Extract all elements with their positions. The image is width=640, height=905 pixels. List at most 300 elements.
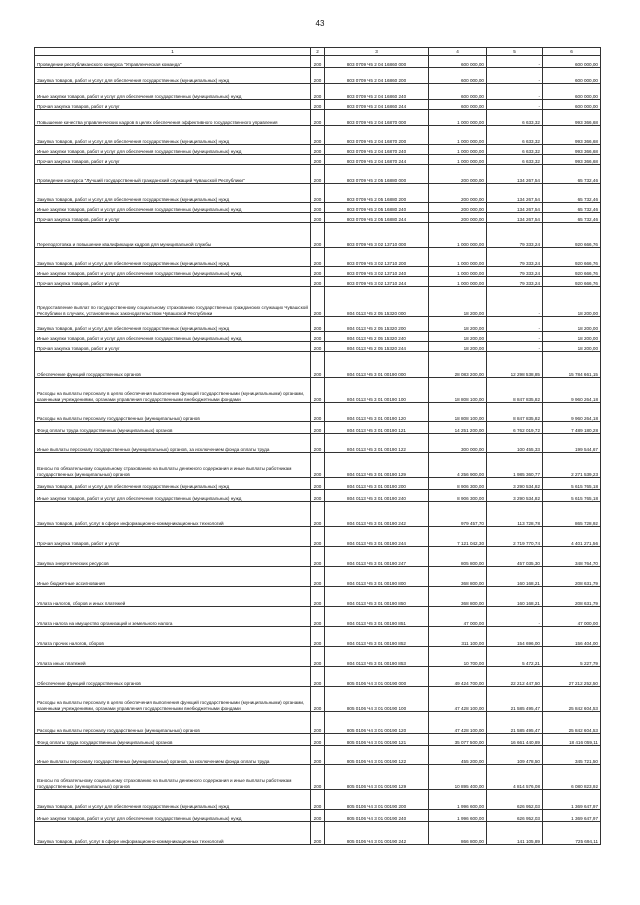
row-name: Закупка товаров, работ и услуг для обеспечения государственных (муниципальных) нужд	[35, 478, 311, 490]
row-line-code: 200	[311, 527, 325, 547]
table-row	[35, 165, 601, 184]
row-name: Проведение республиканского конкурса "Управленческая команда"	[35, 56, 311, 68]
row-budget-code: 804 0113 Ч5 3 01 00190 100	[325, 378, 429, 403]
table-row	[35, 277, 601, 287]
table-row	[35, 765, 601, 790]
row-approved-amount: 1 000 000,00	[429, 155, 487, 165]
row-unexecuted-amount: 6 080 823,92	[543, 765, 601, 790]
row-unexecuted-amount: 600 000,00	[543, 84, 601, 100]
row-budget-code: 805 0106 Ч4 3 01 00190 122	[325, 746, 429, 765]
table-row	[35, 687, 601, 712]
row-line-code: 200	[311, 145, 325, 155]
table-row	[35, 317, 601, 332]
row-executed-amount: 134 267,54	[487, 213, 543, 223]
row-approved-amount: 600 000,00	[429, 84, 487, 100]
row-name: Обеспечение функций государственных органов	[35, 667, 311, 687]
row-name: Прочая закупка товаров, работ и услуг	[35, 155, 311, 165]
row-line-code: 200	[311, 277, 325, 287]
row-approved-amount: 10 700,00	[429, 647, 487, 667]
row-executed-amount: -	[487, 287, 543, 317]
row-budget-code: 805 0106 Ч4 3 01 00190 240	[325, 810, 429, 822]
row-executed-amount: 79 333,24	[487, 277, 543, 287]
row-name: Уплата иных платежей	[35, 647, 311, 667]
row-name: Прочая закупка товаров, работ и услуг	[35, 342, 311, 352]
table-row	[35, 403, 601, 422]
table-row	[35, 184, 601, 203]
table-row	[35, 667, 601, 687]
row-line-code: 200	[311, 287, 325, 317]
row-budget-code: 804 0113 Ч5 2 05 15320 240	[325, 332, 429, 342]
row-budget-code: 804 0113 Ч5 2 05 15320 244	[325, 342, 429, 352]
row-line-code: 200	[311, 248, 325, 267]
row-budget-code: 805 0106 Ч4 3 01 00190 121	[325, 734, 429, 746]
row-unexecuted-amount: 7 489 180,28	[543, 422, 601, 434]
row-executed-amount: 79 333,24	[487, 248, 543, 267]
table-row	[35, 746, 601, 765]
row-name: Расходы на выплаты персоналу государственных (муниципальных) органов	[35, 712, 311, 734]
row-approved-amount: 979 457,70	[429, 502, 487, 527]
row-unexecuted-amount: 920 666,76	[543, 267, 601, 277]
row-executed-amount: 457 035,30	[487, 547, 543, 567]
row-name: Расходы на выплаты персоналу в целях обеспечения выполнения функций государственными (муниципальными) органами, казенными учреждениями, органами управления государственными внебюджетными фондами	[35, 687, 311, 712]
row-budget-code: 805 0106 Ч4 3 01 00190 120	[325, 712, 429, 734]
row-name: Расходы на выплаты персоналу в целях обеспечения выполнения функций государственными (муниципальными) органами, казенными учреждениями, органами управления государственными внебюджетными фондами	[35, 378, 311, 403]
row-approved-amount: 1 000 000,00	[429, 223, 487, 248]
row-executed-amount: -	[487, 84, 543, 100]
row-line-code: 200	[311, 68, 325, 84]
row-line-code: 200	[311, 765, 325, 790]
row-budget-code: 803 0709 Ч5 2 04 16870 240	[325, 145, 429, 155]
row-executed-amount: 6 633,32	[487, 145, 543, 155]
row-name: Уплата налогов, сборов и иных платежей	[35, 587, 311, 607]
row-name: Иные выплаты персоналу государственных (муниципальных) органов, за исключением фонда оплаты труда	[35, 746, 311, 765]
row-name: Иные выплаты персоналу государственных (муниципальных) органов, за исключением фонда оплаты труда	[35, 434, 311, 453]
row-approved-amount: 368 800,00	[429, 567, 487, 587]
row-line-code: 200	[311, 434, 325, 453]
header-col-3: 3	[325, 48, 429, 56]
row-line-code: 200	[311, 165, 325, 184]
header-row	[35, 48, 601, 56]
row-budget-code: 803 0709 Ч5 2 05 16880 200	[325, 184, 429, 203]
row-budget-code: 804 0113 Ч5 3 01 00190 852	[325, 627, 429, 647]
row-executed-amount: -	[487, 56, 543, 68]
row-line-code: 200	[311, 332, 325, 342]
table-row	[35, 734, 601, 746]
header-col-1: 1	[35, 48, 311, 56]
row-executed-amount: -	[487, 100, 543, 110]
table-row	[35, 56, 601, 68]
row-line-code: 200	[311, 352, 325, 378]
row-name: Закупка товаров, работ и услуг для обеспечения государственных (муниципальных) нужд	[35, 126, 311, 145]
row-name: Закупка товаров, работ, услуг в сфере информационно-коммуникационных технологий	[35, 822, 311, 845]
row-budget-code: 803 0709 Ч5 2 04 16860 000	[325, 56, 429, 68]
row-name: Фонд оплаты труда государственных (муниципальных) органов	[35, 734, 311, 746]
table-row	[35, 145, 601, 155]
table-row	[35, 822, 601, 845]
row-unexecuted-amount: 4 401 271,56	[543, 527, 601, 547]
row-line-code: 200	[311, 790, 325, 810]
row-line-code: 200	[311, 100, 325, 110]
row-approved-amount: 805 800,00	[429, 547, 487, 567]
row-executed-amount: 113 728,78	[487, 502, 543, 527]
row-unexecuted-amount: 920 666,76	[543, 277, 601, 287]
row-line-code: 200	[311, 687, 325, 712]
row-executed-amount: 626 952,03	[487, 790, 543, 810]
table-row	[35, 422, 601, 434]
row-name: Проведение конкурса "Лучший государственный гражданский служащий Чувашской Республики"	[35, 165, 311, 184]
table-row	[35, 478, 601, 490]
table-row	[35, 68, 601, 84]
row-executed-amount: 1 985 360,77	[487, 453, 543, 478]
table-row	[35, 352, 601, 378]
row-unexecuted-amount: 993 366,68	[543, 126, 601, 145]
row-name: Переподготовка и повышение квалификации кадров для муниципальной службы	[35, 223, 311, 248]
row-line-code: 200	[311, 84, 325, 100]
row-approved-amount: 300 000,00	[429, 434, 487, 453]
table-row	[35, 213, 601, 223]
row-unexecuted-amount: 65 732,46	[543, 184, 601, 203]
row-name: Иные закупки товаров, работ и услуг для обеспечения государственных (муниципальных) нужд	[35, 810, 311, 822]
row-line-code: 200	[311, 822, 325, 845]
row-executed-amount: 109 478,50	[487, 746, 543, 765]
row-unexecuted-amount: 993 366,68	[543, 155, 601, 165]
table-row	[35, 223, 601, 248]
row-unexecuted-amount: 9 960 264,18	[543, 378, 601, 403]
row-line-code: 200	[311, 490, 325, 502]
row-unexecuted-amount: 2 271 539,23	[543, 453, 601, 478]
row-approved-amount: 10 895 400,00	[429, 765, 487, 790]
row-approved-amount: 47 428 100,00	[429, 687, 487, 712]
row-executed-amount: 79 333,24	[487, 267, 543, 277]
row-approved-amount: 8 906 300,00	[429, 478, 487, 490]
row-unexecuted-amount: 920 666,76	[543, 223, 601, 248]
table-row	[35, 567, 601, 587]
table-row	[35, 434, 601, 453]
row-unexecuted-amount: 25 842 604,53	[543, 687, 601, 712]
table-row	[35, 810, 601, 822]
row-budget-code: 803 0709 Ч5 2 04 16870 200	[325, 126, 429, 145]
row-line-code: 200	[311, 712, 325, 734]
row-executed-amount: 12 298 538,85	[487, 352, 543, 378]
row-unexecuted-amount: 600 000,00	[543, 56, 601, 68]
row-line-code: 200	[311, 267, 325, 277]
row-approved-amount: 368 800,00	[429, 587, 487, 607]
row-budget-code: 804 0113 Ч5 2 05 15320 200	[325, 317, 429, 332]
row-unexecuted-amount: 25 842 604,53	[543, 712, 601, 734]
row-approved-amount: 311 100,00	[429, 627, 487, 647]
row-approved-amount: 1 996 600,00	[429, 790, 487, 810]
row-line-code: 200	[311, 378, 325, 403]
row-unexecuted-amount: 5 227,79	[543, 647, 601, 667]
row-name: Иные закупки товаров, работ и услуг для обеспечения государственных (муниципальных) нужд	[35, 84, 311, 100]
row-executed-amount: 141 105,89	[487, 822, 543, 845]
row-budget-code: 803 0709 Ч5 2 04 16870 000	[325, 110, 429, 126]
row-approved-amount: 1 000 000,00	[429, 110, 487, 126]
table-row	[35, 84, 601, 100]
row-executed-amount: 22 212 447,50	[487, 667, 543, 687]
row-name: Расходы на выплаты персоналу государственных (муниципальных) органов	[35, 403, 311, 422]
row-executed-amount: 134 267,54	[487, 184, 543, 203]
report-table	[34, 47, 601, 845]
row-executed-amount: 4 814 576,08	[487, 765, 543, 790]
row-executed-amount: 21 585 495,47	[487, 687, 543, 712]
row-budget-code: 804 0113 Ч5 3 01 00190 121	[325, 422, 429, 434]
row-approved-amount: 200 000,00	[429, 213, 487, 223]
table-row	[35, 287, 601, 317]
row-line-code: 200	[311, 734, 325, 746]
row-name: Прочая закупка товаров, работ и услуг	[35, 527, 311, 547]
row-line-code: 200	[311, 403, 325, 422]
row-name: Закупка товаров, работ, услуг в сфере информационно-коммуникационных технологий	[35, 502, 311, 527]
row-budget-code: 804 0113 Ч5 3 01 00190 247	[325, 547, 429, 567]
row-executed-amount: -	[487, 68, 543, 84]
row-unexecuted-amount: 865 728,92	[543, 502, 601, 527]
row-budget-code: 803 0709 Ч5 2 04 16860 244	[325, 100, 429, 110]
row-executed-amount: 3 290 534,82	[487, 490, 543, 502]
row-executed-amount: 160 168,21	[487, 587, 543, 607]
row-name: Повышение качества управленческих кадров в целях обеспечения эффективного государственного управления	[35, 110, 311, 126]
row-unexecuted-amount: 65 732,46	[543, 203, 601, 213]
row-budget-code: 803 0709 Ч5 2 05 16880 244	[325, 213, 429, 223]
row-executed-amount: -	[487, 332, 543, 342]
row-line-code: 200	[311, 502, 325, 527]
row-approved-amount: 455 200,00	[429, 746, 487, 765]
row-unexecuted-amount: 199 544,67	[543, 434, 601, 453]
row-line-code: 200	[311, 213, 325, 223]
table-row	[35, 248, 601, 267]
row-executed-amount: 6 633,32	[487, 155, 543, 165]
row-budget-code: 804 0113 Ч5 3 01 00190 850	[325, 587, 429, 607]
row-executed-amount: 100 455,33	[487, 434, 543, 453]
row-line-code: 200	[311, 317, 325, 332]
row-approved-amount: 1 000 000,00	[429, 248, 487, 267]
row-budget-code: 803 0709 Ч5 3 02 13710 240	[325, 267, 429, 277]
table-row	[35, 332, 601, 342]
row-unexecuted-amount: 993 366,68	[543, 145, 601, 155]
row-approved-amount: 1 000 000,00	[429, 126, 487, 145]
row-line-code: 200	[311, 155, 325, 165]
row-approved-amount: 28 083 200,00	[429, 352, 487, 378]
row-approved-amount: 600 000,00	[429, 56, 487, 68]
row-approved-amount: 200 000,00	[429, 184, 487, 203]
row-unexecuted-amount: 600 000,00	[543, 100, 601, 110]
row-unexecuted-amount: 348 764,70	[543, 547, 601, 567]
row-budget-code: 804 0113 Ч5 3 01 00190 242	[325, 502, 429, 527]
row-executed-amount: 134 267,54	[487, 165, 543, 184]
row-line-code: 200	[311, 453, 325, 478]
row-executed-amount: 3 290 534,82	[487, 478, 543, 490]
table-row	[35, 490, 601, 502]
row-line-code: 200	[311, 422, 325, 434]
row-approved-amount: 47 428 100,00	[429, 712, 487, 734]
row-budget-code: 803 0709 Ч5 2 04 16860 200	[325, 68, 429, 84]
row-name: Прочая закупка товаров, работ и услуг	[35, 213, 311, 223]
row-approved-amount: 4 256 900,00	[429, 453, 487, 478]
row-budget-code: 803 0709 Ч5 2 04 16860 240	[325, 84, 429, 100]
row-unexecuted-amount: 725 694,11	[543, 822, 601, 845]
table-row	[35, 712, 601, 734]
row-executed-amount: 2 719 770,74	[487, 527, 543, 547]
row-executed-amount: 21 585 495,47	[487, 712, 543, 734]
row-budget-code: 803 0709 Ч5 2 04 16870 244	[325, 155, 429, 165]
row-approved-amount: 18 200,00	[429, 342, 487, 352]
row-budget-code: 805 0106 Ч4 3 01 00190 129	[325, 765, 429, 790]
row-approved-amount: 18 808 100,00	[429, 403, 487, 422]
row-approved-amount: 18 200,00	[429, 332, 487, 342]
row-approved-amount: 14 251 200,00	[429, 422, 487, 434]
row-line-code: 200	[311, 478, 325, 490]
row-approved-amount: 1 000 000,00	[429, 267, 487, 277]
row-executed-amount: -	[487, 317, 543, 332]
row-approved-amount: 1 000 000,00	[429, 277, 487, 287]
row-name: Предоставление выплат по государственному социальному страхованию государственных гражданских служащих Чувашской Республики в случаях, установленных законодательством Чувашской Республики	[35, 287, 311, 317]
table-row	[35, 647, 601, 667]
row-approved-amount: 18 808 100,00	[429, 378, 487, 403]
row-name: Иные бюджетные ассигнования	[35, 567, 311, 587]
row-line-code: 200	[311, 342, 325, 352]
table-row	[35, 607, 601, 627]
row-executed-amount: 134 267,54	[487, 203, 543, 213]
row-name: Закупка энергетических ресурсов	[35, 547, 311, 567]
row-approved-amount: 600 000,00	[429, 68, 487, 84]
row-approved-amount: 200 000,00	[429, 203, 487, 213]
row-approved-amount: 18 200,00	[429, 317, 487, 332]
row-budget-code: 804 0113 Ч5 3 01 00190 244	[325, 527, 429, 547]
row-name: Прочая закупка товаров, работ и услуг	[35, 100, 311, 110]
row-unexecuted-amount: 993 366,68	[543, 110, 601, 126]
row-approved-amount: 866 800,00	[429, 822, 487, 845]
row-executed-amount: 6 633,32	[487, 110, 543, 126]
row-budget-code: 803 0709 Ч5 3 02 13710 000	[325, 223, 429, 248]
table-row	[35, 627, 601, 647]
row-budget-code: 804 0113 Ч5 3 01 00190 240	[325, 490, 429, 502]
row-budget-code: 803 0709 Ч5 2 05 16880 000	[325, 165, 429, 184]
table-row	[35, 790, 601, 810]
row-budget-code: 803 0709 Ч5 3 02 13710 244	[325, 277, 429, 287]
row-name: Закупка товаров, работ и услуг для обеспечения государственных (муниципальных) нужд	[35, 184, 311, 203]
row-line-code: 200	[311, 587, 325, 607]
row-budget-code: 805 0106 Ч4 3 01 00190 100	[325, 687, 429, 712]
table-row	[35, 547, 601, 567]
row-line-code: 200	[311, 184, 325, 203]
row-line-code: 200	[311, 223, 325, 248]
row-line-code: 200	[311, 667, 325, 687]
row-approved-amount: 35 077 500,00	[429, 734, 487, 746]
row-budget-code: 805 0106 Ч4 3 01 00190 242	[325, 822, 429, 845]
row-budget-code: 804 0113 Ч5 3 01 00190 000	[325, 352, 429, 378]
row-executed-amount: -	[487, 342, 543, 352]
row-unexecuted-amount: 65 732,46	[543, 165, 601, 184]
row-executed-amount: 626 952,03	[487, 810, 543, 822]
row-name: Закупка товаров, работ и услуг для обеспечения государственных (муниципальных) нужд	[35, 790, 311, 810]
row-name: Уплата налога на имущество организаций и земельного налога	[35, 607, 311, 627]
table-row	[35, 342, 601, 352]
row-budget-code: 804 0113 Ч5 3 01 00190 853	[325, 647, 429, 667]
row-unexecuted-amount: 1 369 647,97	[543, 790, 601, 810]
row-budget-code: 804 0113 Ч5 3 01 00190 851	[325, 607, 429, 627]
row-unexecuted-amount: 18 200,00	[543, 287, 601, 317]
row-name: Взносы по обязательному социальному страхованию на выплаты денежного содержания и иные выплаты работникам государственных (муниципальных) органов	[35, 765, 311, 790]
table-row	[35, 110, 601, 126]
row-name: Закупка товаров, работ и услуг для обеспечения государственных (муниципальных) нужд	[35, 68, 311, 84]
row-unexecuted-amount: 5 615 765,18	[543, 478, 601, 490]
row-executed-amount: 5 472,21	[487, 647, 543, 667]
row-unexecuted-amount: 15 784 661,15	[543, 352, 601, 378]
row-unexecuted-amount: 920 666,76	[543, 248, 601, 267]
row-executed-amount: 154 696,00	[487, 627, 543, 647]
row-budget-code: 803 0709 Ч5 3 02 13710 200	[325, 248, 429, 267]
row-unexecuted-amount: 18 200,00	[543, 342, 601, 352]
row-name: Фонд оплаты труда государственных (муниципальных) органов	[35, 422, 311, 434]
table-row	[35, 126, 601, 145]
row-name: Иные закупки товаров, работ и услуг для обеспечения государственных (муниципальных) нужд	[35, 490, 311, 502]
row-name: Обеспечение функций государственных органов	[35, 352, 311, 378]
row-name: Уплата прочих налогов, сборов	[35, 627, 311, 647]
row-line-code: 200	[311, 567, 325, 587]
row-budget-code: 804 0113 Ч5 2 05 15320 000	[325, 287, 429, 317]
table-row	[35, 453, 601, 478]
row-budget-code: 804 0113 Ч5 3 01 00190 800	[325, 567, 429, 587]
row-approved-amount: 7 121 042,30	[429, 527, 487, 547]
row-line-code: 200	[311, 810, 325, 822]
row-line-code: 200	[311, 647, 325, 667]
table-row	[35, 203, 601, 213]
row-name: Иные закупки товаров, работ и услуг для обеспечения государственных (муниципальных) нужд	[35, 145, 311, 155]
table-row	[35, 378, 601, 403]
row-budget-code: 804 0113 Ч5 3 01 00190 122	[325, 434, 429, 453]
row-unexecuted-amount: 156 404,00	[543, 627, 601, 647]
row-executed-amount: 79 333,24	[487, 223, 543, 248]
row-approved-amount: 1 996 600,00	[429, 810, 487, 822]
row-unexecuted-amount: 1 369 647,97	[543, 810, 601, 822]
header-col-5: 5	[487, 48, 543, 56]
table-row	[35, 100, 601, 110]
row-name: Закупка товаров, работ и услуг для обеспечения государственных (муниципальных) нужд	[35, 317, 311, 332]
row-approved-amount: 49 424 700,00	[429, 667, 487, 687]
row-approved-amount: 18 200,00	[429, 287, 487, 317]
table-row	[35, 587, 601, 607]
row-line-code: 200	[311, 607, 325, 627]
row-executed-amount: 6 633,32	[487, 126, 543, 145]
row-approved-amount: 600 000,00	[429, 100, 487, 110]
row-executed-amount: 16 661 440,89	[487, 734, 543, 746]
row-unexecuted-amount: 9 960 264,18	[543, 403, 601, 422]
row-unexecuted-amount: 18 416 059,11	[543, 734, 601, 746]
row-executed-amount: 8 847 835,82	[487, 378, 543, 403]
row-unexecuted-amount: 18 200,00	[543, 332, 601, 342]
row-unexecuted-amount: 345 721,50	[543, 746, 601, 765]
row-budget-code: 804 0113 Ч5 3 01 00190 200	[325, 478, 429, 490]
row-name: Прочая закупка товаров, работ и услуг	[35, 277, 311, 287]
header-col-2: 2	[311, 48, 325, 56]
row-approved-amount: 1 000 000,00	[429, 145, 487, 155]
row-executed-amount: 8 847 835,82	[487, 403, 543, 422]
row-name: Иные закупки товаров, работ и услуг для обеспечения государственных (муниципальных) нужд	[35, 203, 311, 213]
row-budget-code: 804 0113 Ч5 3 01 00190 129	[325, 453, 429, 478]
row-unexecuted-amount: 27 212 252,50	[543, 667, 601, 687]
row-line-code: 200	[311, 627, 325, 647]
row-executed-amount: 160 168,21	[487, 567, 543, 587]
row-name: Иные закупки товаров, работ и услуг для обеспечения государственных (муниципальных) нужд	[35, 267, 311, 277]
row-executed-amount: 6 762 019,72	[487, 422, 543, 434]
row-line-code: 200	[311, 746, 325, 765]
row-name: Взносы по обязательному социальному страхованию на выплаты денежного содержания и иные выплаты работникам государственных (муниципальных) органов	[35, 453, 311, 478]
row-line-code: 200	[311, 547, 325, 567]
row-approved-amount: 47 000,00	[429, 607, 487, 627]
row-budget-code: 805 0106 Ч4 3 01 00190 200	[325, 790, 429, 810]
header-col-4: 4	[429, 48, 487, 56]
row-approved-amount: 200 000,00	[429, 165, 487, 184]
